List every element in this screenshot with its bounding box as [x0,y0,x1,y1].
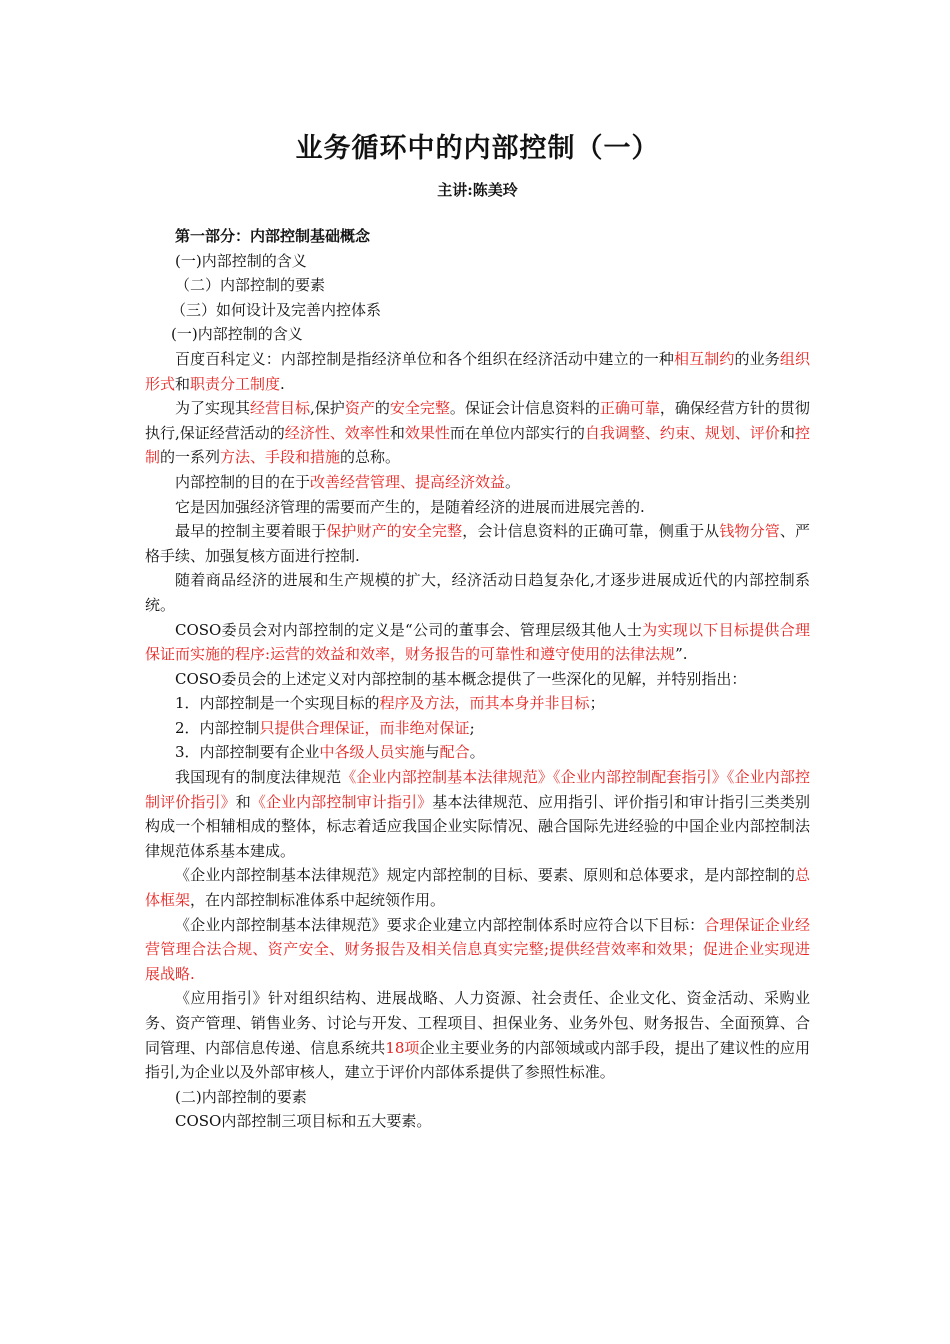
text-run: ，会计信息资料的正确可靠，侧重于从 [462,522,720,541]
highlighted-text: 程序及方法，而其本身并非目标 [379,694,590,713]
highlighted-text: 中各级人员实施 [319,743,425,762]
paragraph [145,347,810,396]
highlighted-text: 相互制约 [673,349,735,368]
highlighted-text: 《企业内部控制审计指引》 [250,792,433,811]
highlighted-text: 资产 [344,399,375,418]
text-run: 和 [389,423,405,442]
highlighted-text: 效果性 [404,423,450,442]
text-run: 、严格手续、加强复核方面进行控制. [145,522,810,565]
text-run: 与 [424,743,440,762]
text-run: ，确保经营方针的贯彻执行,保证经营活动的 [145,399,810,442]
highlighted-text: 《企业内部控制基本法律规范》《企业内部控制配套指引》《企业内部控制评价指引》 [145,768,810,811]
text-run: 《企业内部控制基本法律规范》规定内部控制的目标、要素、原则和总体要求，是内部控制的 [175,866,795,885]
highlighted-text: 安全完整 [389,399,450,418]
text-run: 它是因加强经济管理的需要而产生的，是随着经济的进展而进展完善的. [175,497,645,516]
section-heading: (二)内部控制的要素 [175,1087,307,1106]
text-run: 百度百科定义：内部控制是指经济单位和各个组织在经济活动中建立的一种 [175,349,674,368]
highlighted-text: 控制 [145,423,810,467]
text-run: 企业主要业务的内部领域或内部手段，提出了建议性的应用指引,为企业以及外部审核人，建立于评价内部体系提供了参照性标准。 [145,1038,810,1082]
text-run: 的总称。 [340,448,401,467]
outline-item: （二）内部控制的要素 [175,276,326,295]
highlighted-text: 经济性、效率性 [284,423,390,442]
paragraph [145,396,810,470]
paragraph [145,495,810,520]
part-heading: 第一部分：内部控制基础概念 [175,227,371,245]
paragraph [145,519,810,568]
text-run: 随着商品经济的进展和生产规模的扩大，经济活动日趋复杂化,才逐步进展成近代的内部控制系统。 [145,571,810,614]
highlighted-text: 正确可靠 [599,399,660,418]
text-run: 和 [235,792,251,811]
text-run: ”. [675,645,688,664]
text-run: . [280,374,285,393]
highlighted-text: 改善经营管理、提高经济效益 [310,472,506,491]
text-run: 基本法律规范、应用指引、评价指引和审计指引三类类别构成一个相辅相成的整体，标志着适应我国企业实际情况、融合国际先进经验的中国企业内部控制法律规范体系基本建成。 [145,792,810,860]
speaker-line: 主讲:陈美玲 [437,181,518,199]
paragraph [145,691,810,716]
text-run: 的 [374,399,390,418]
paragraph [145,568,810,617]
text-run: ，在内部控制标准体系中起统领作用。 [190,891,446,910]
highlighted-text: 总体框架 [145,866,810,910]
outline-item: （三）如何设计及完善内控体系 [171,300,382,319]
text-run: ； [589,694,605,713]
paragraph [145,765,810,863]
closing-line: COSO内部控制三项目标和五大要素。 [175,1112,432,1131]
text-run: 和 [175,374,191,393]
highlighted-text: 配合 [439,743,470,762]
highlighted-text: 组织形式 [145,349,810,393]
paragraph [145,986,810,1084]
text-run: 2．内部控制 [175,718,260,737]
text-run: ; [469,718,475,737]
highlighted-text: 只提供合理保证，而非绝对保证 [259,718,470,737]
highlighted-text: 合理保证企业经营管理合法合规、资产安全、财务报告及相关信息真实完整;提供经营效率和效果；促进企业实现进展战略. [145,915,810,983]
text-run: 。 [469,743,485,762]
text-run: 《应用指引》针对组织结构、进展战略、人力资源、社会责任、企业文化、资金活动、采购业务、资产管理、销售业务、讨论与开发、工程项目、担保业务、业务外包、财务报告、全面预算、合同管理、内部信息传递、信息系统共 [145,989,810,1057]
paragraph [145,740,810,765]
section-heading: (一)内部控制的含义 [171,325,303,344]
text-run: 的一系列 [160,448,221,467]
highlighted-text: 经营目标 [250,399,311,418]
body-text [145,347,810,1085]
text-run: 《企业内部控制基本法律规范》要求企业建立内部控制体系时应符合以下目标： [175,915,705,934]
text-run: COSO委员会的上述定义对内部控制的基本概念提供了一些深化的见解，并特别指出： [175,669,747,688]
paragraph [145,618,810,667]
text-run: 我国现有的制度法律规范 [175,768,342,787]
text-run: ,保护 [310,399,345,418]
paragraph [145,716,810,741]
highlighted-text: 钱物分管 [719,522,780,541]
highlighted-text: 为实现以下目标提供合理保证而实施的程序:运营的效益和效率，财务报告的可靠性和遵守使用的法律法规 [145,620,810,664]
outline-item: (一)内部控制的含义 [175,251,307,270]
paragraph [145,470,810,495]
paragraph [145,863,810,912]
text-run: COSO委员会对内部控制的定义是“公司的董事会、管理层级其他人士 [175,620,643,639]
paragraph [145,667,810,692]
document-title: 业务循环中的内部控制（一） [295,133,660,164]
text-run: 。 [505,472,521,491]
text-run: 而在单位内部实行的 [449,423,585,442]
text-run: 的业务 [734,349,780,368]
text-run: 3．内部控制要有企业 [175,743,320,762]
text-run: 。保证会计信息资料的 [449,399,600,418]
highlighted-text: 自我调整、约束、规划、评价 [584,423,780,442]
document-page [145,128,810,1134]
highlighted-text: 方法、手段和措施 [220,448,341,467]
highlighted-text: 18项 [385,1038,420,1057]
highlighted-text: 保护财产的安全完整 [326,522,463,541]
text-run: 1．内部控制是一个实现目标的 [175,694,380,713]
paragraph [145,913,810,987]
text-run: 内部控制的目的在于 [175,472,311,491]
text-run: 最早的控制主要着眼于 [175,522,327,541]
text-run: 为了实现其 [175,399,251,418]
text-run: 和 [779,423,795,442]
highlighted-text: 职责分工制度 [190,374,281,393]
